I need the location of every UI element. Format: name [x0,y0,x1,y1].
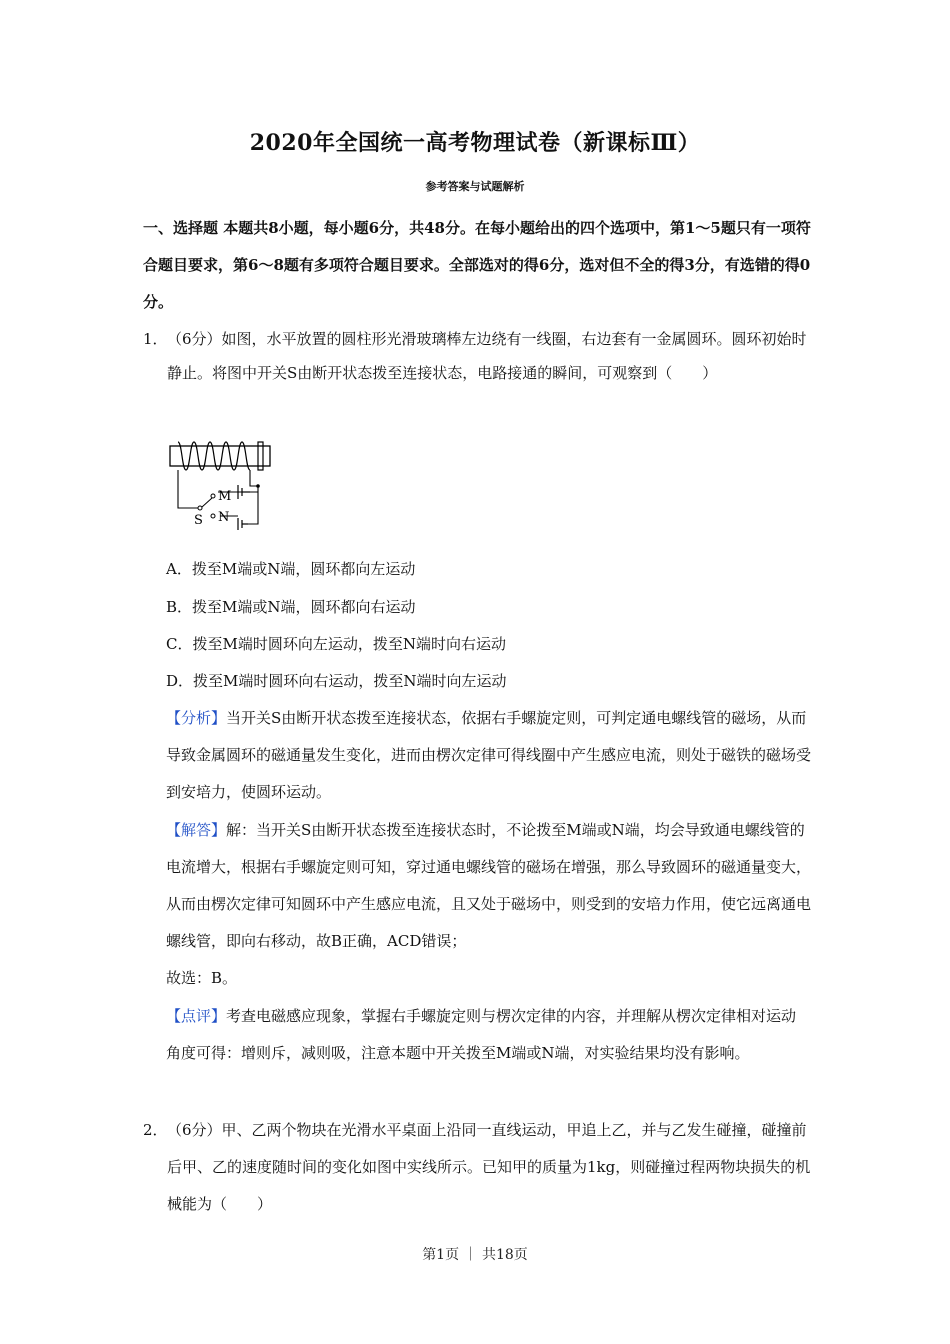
question-1-number: 1． [143,330,168,348]
option-c: C．拨至M端时圆环向左运动，拨至N端时向右运动 [166,635,506,653]
answer-paragraph [166,812,811,960]
analysis-tag: 【分析】 [166,709,227,727]
label-s: S [194,513,203,528]
question-2 [143,1112,811,1223]
comment-text: 考查电磁感应现象，掌握右手螺旋定则与楞次定律的内容，并理解从楞次定律相对运动角度可得：增则斥，减则吸，注意本题中开关拨至M端或N端，对实验结果均没有影响。 [166,1007,797,1062]
question-1 [143,322,811,390]
comment-tag: 【点评】 [166,1007,227,1025]
page-subtitle: 参考答案与试题解析 [425,180,525,193]
question-1-text: （6分）如图，水平放置的圆柱形光滑玻璃棒左边绕有一线圈，右边套有一金属圆环。圆环初始时静止。将图中开关S由断开状态拨至连接状态，电路接通的瞬间，可观察到（ ） [167,330,807,382]
page-title: 2020年全国统一高考物理试卷（新课标Ⅲ） [249,130,701,156]
question-1-figure [166,436,281,540]
question-2-number: 2． [143,1121,168,1139]
page-footer: 第1页 ｜ 共18页 [422,1247,528,1263]
section-heading: 一、选择题 本题共8小题，每小题6分，共48分。在每小题给出的四个选项中，第1～5题只有一项符合题目要求，第6～8题有多项符合题目要求。全部选对的得6分，选对但不全的得3分，有选错的得0分。 [143,219,811,311]
switch-lever [202,498,212,507]
label-m: M [218,489,232,504]
solenoid-circuit-diagram [166,436,281,536]
answer-tag: 【解答】 [166,821,227,839]
glass-rod [170,446,270,466]
question-2-text: （6分）甲、乙两个物块在光滑水平桌面上沿同一直线运动，甲追上乙，并与乙发生碰撞，碰撞前后甲、乙的速度随时间的变化如图中实线所示。已知甲的质量为1kg，则碰撞过程两物块损失的机械能为（ ） [167,1121,811,1213]
option-a: A．拨至M端或N端，圆环都向左运动 [166,560,416,578]
comment-paragraph [166,998,811,1072]
label-n: N [218,510,230,525]
answer-choice: 故选：B。 [166,969,238,987]
answer-text: 解：当开关S由断开状态拨至连接状态时，不论拨至M端或N端，均会导致通电螺线管的电流增大，根据右手螺旋定则可知，穿过通电螺线管的磁场在增强，那么导致圆环的磁通量变大，从而由楞次定律可知圆环中产生感应电流，且又处于磁场中，则受到的安培力作用，使它远离通电螺线管，即向右移动，故B正确，ACD错误； [166,821,812,950]
analysis-text: 当开关S由断开状态拨至连接状态，依据右手螺旋定则，可判定通电螺线管的磁场，从而导致金属圆环的磁通量发生变化，进而由楞次定律可得线圈中产生感应电流，则处于磁铁的磁场受到安培力，使圆环运动。 [166,709,812,801]
analysis-paragraph [166,700,811,811]
option-d: D．拨至M端时圆环向右运动，拨至N端时向左运动 [166,672,507,690]
option-b: B．拨至M端或N端，圆环都向右运动 [166,598,416,616]
